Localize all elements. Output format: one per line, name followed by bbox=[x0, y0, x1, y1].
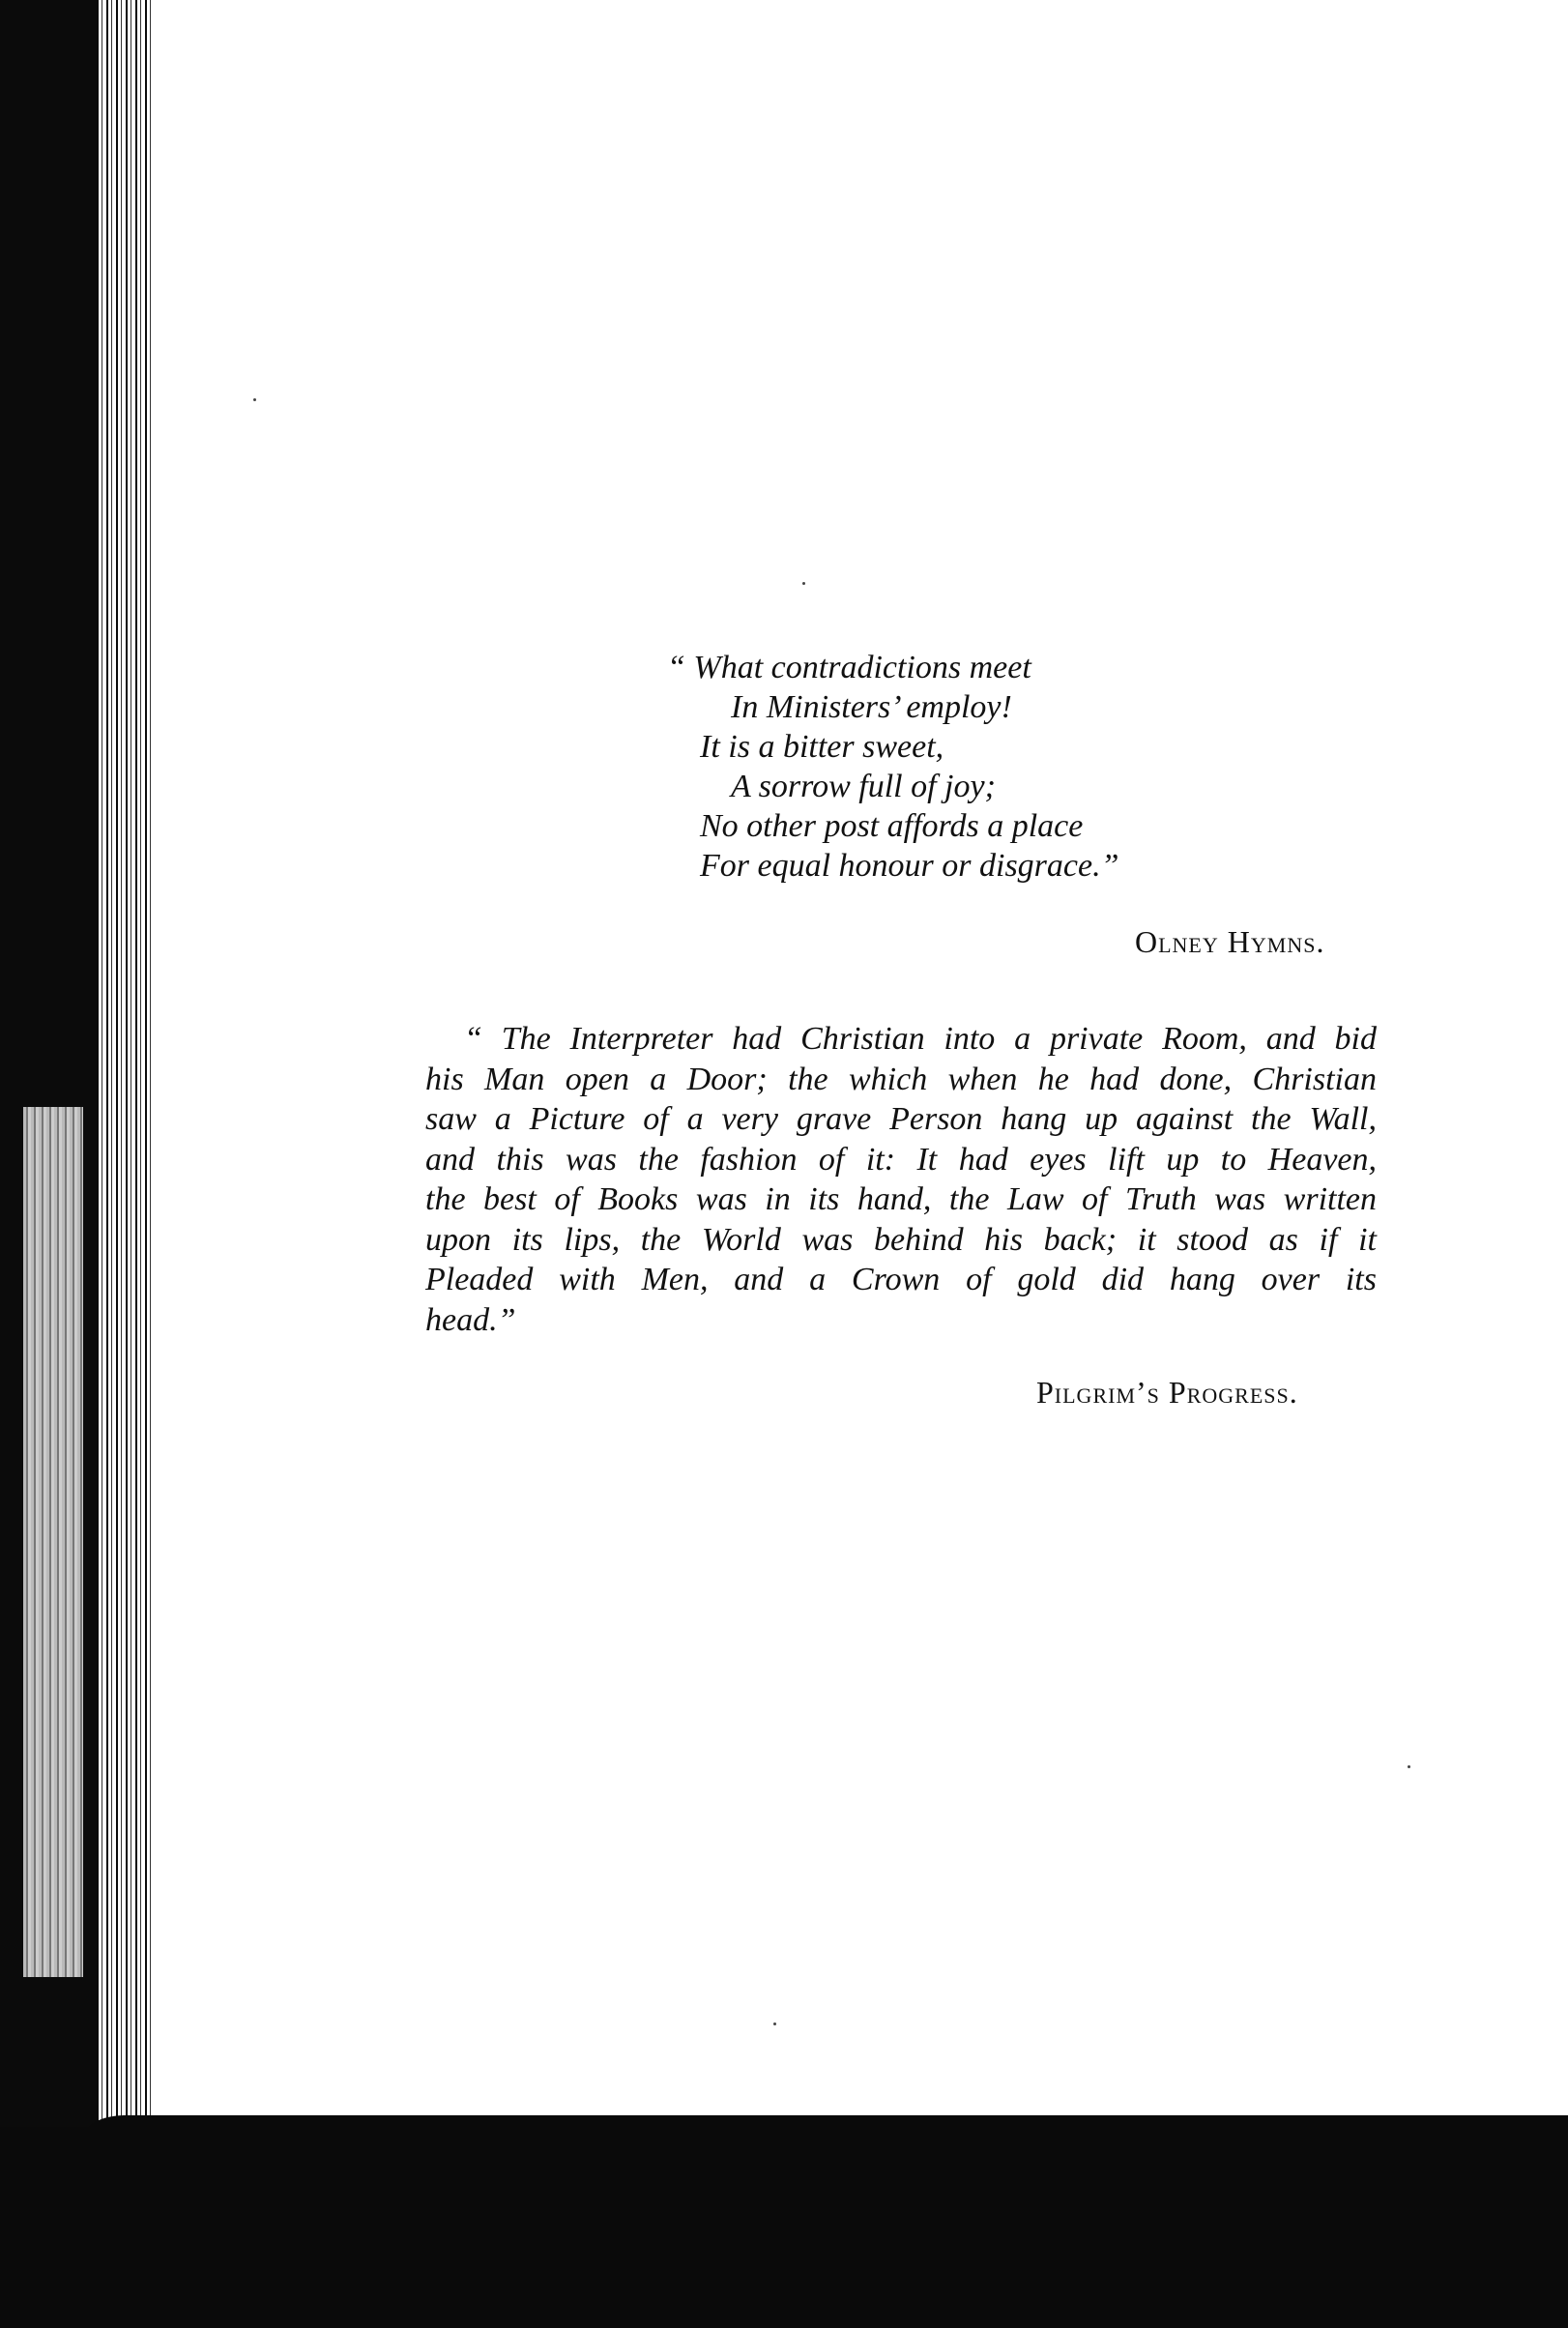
poem-attribution: Olney Hymns. bbox=[1135, 924, 1325, 959]
poem-line: It is a bitter sweet, bbox=[700, 729, 944, 765]
prose-line: his Man open a Door; the which when he had done, Christian bbox=[425, 1061, 1377, 1097]
epigraph-prose bbox=[425, 1019, 1377, 1340]
prose-line: upon its lips, the World was behind his back; it stood as if it bbox=[425, 1221, 1377, 1258]
prose-line: head.” bbox=[425, 1301, 516, 1338]
bottom-scan-edge bbox=[0, 2127, 1568, 2328]
poem-line: For equal honour or disgrace.” bbox=[700, 848, 1119, 884]
prose-attribution: Pilgrim’s Progress. bbox=[1036, 1375, 1298, 1410]
poem-line: “ What contradictions meet bbox=[667, 650, 1031, 685]
prose-line: the best of Books was in its hand, the Law of Truth was written bbox=[425, 1181, 1377, 1217]
poem-line: No other post affords a place bbox=[700, 808, 1084, 844]
page-leaf-edges bbox=[97, 0, 155, 2132]
dust-speck bbox=[1408, 1765, 1410, 1768]
binding-paper-strip bbox=[23, 1107, 83, 1977]
prose-line: and this was the fashion of it: It had eyes lift up to Heaven, bbox=[425, 1141, 1377, 1178]
poem-line: In Ministers’ employ! bbox=[731, 689, 1012, 725]
prose-line: Pleaded with Men, and a Crown of gold did hang over its bbox=[425, 1262, 1377, 1297]
prose-line: “ The Interpreter had Christian into a private Room, and bid bbox=[464, 1021, 1377, 1057]
prose-line: saw a Picture of a very grave Person hang up against the Wall, bbox=[425, 1101, 1377, 1137]
dust-speck bbox=[253, 398, 256, 401]
dust-speck bbox=[802, 582, 805, 585]
epigraph-poem bbox=[667, 648, 1402, 886]
dust-speck bbox=[773, 2022, 776, 2025]
poem-line: A sorrow full of joy; bbox=[731, 769, 996, 804]
